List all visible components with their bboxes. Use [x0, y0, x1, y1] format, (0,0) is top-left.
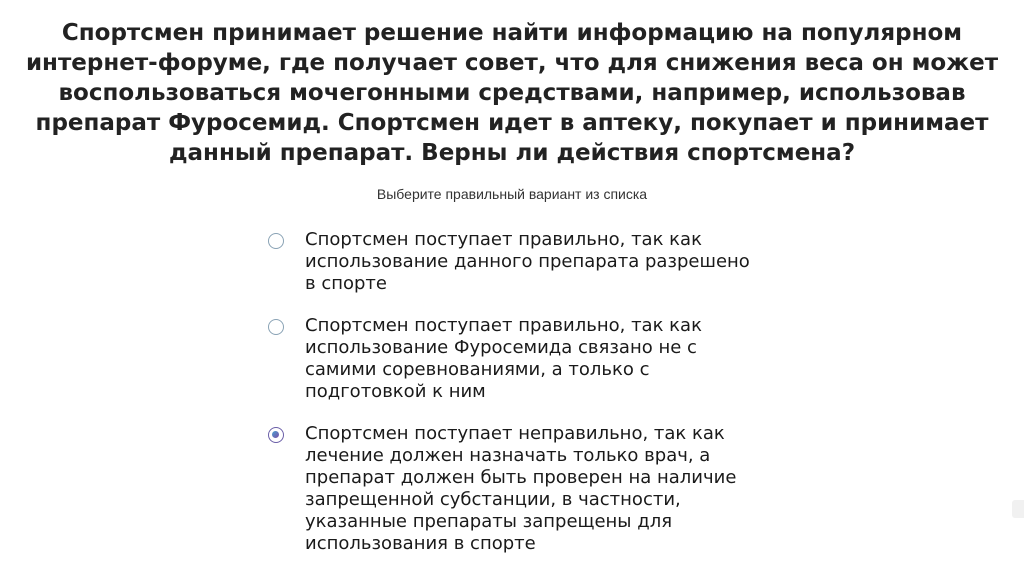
- answer-option-1[interactable]: [268, 229, 768, 295]
- radio-button-2[interactable]: [268, 319, 284, 335]
- answer-option-3[interactable]: [268, 423, 768, 555]
- radio-button-1[interactable]: [268, 233, 284, 249]
- answer-options: [268, 229, 768, 555]
- question-text: Спортсмен принимает решение найти информацию на популярном интернет-форуме, где получает совет, что для снижения веса он может воспользоваться мочегонными средствами, например, использовав препарат Фуросемид. Спортсмен идет в аптеку, покупает и принимает данный препарат. Верны ли действия спортсмена?: [25, 20, 999, 166]
- answer-option-label: Спортсмен поступает правильно, так как использование Фуросемида связано не с самими соревнованиями, а только с подготовкой к ним: [305, 315, 702, 402]
- instruction-hint: Выберите правильный вариант из списка: [376, 186, 648, 202]
- side-tab-handle: [1012, 500, 1024, 518]
- radio-button-3[interactable]: [268, 427, 284, 443]
- answer-option-label: Спортсмен поступает правильно, так как использование данного препарата разрешено в спорте: [305, 229, 750, 294]
- answer-option-label: Спортсмен поступает неправильно, так как лечение должен назначать только врач, а препарат должен быть проверен на наличие запрещенной субстанции, в частности, указанные препараты запрещены для использования в спорте: [305, 423, 737, 554]
- answer-option-2[interactable]: [268, 315, 768, 403]
